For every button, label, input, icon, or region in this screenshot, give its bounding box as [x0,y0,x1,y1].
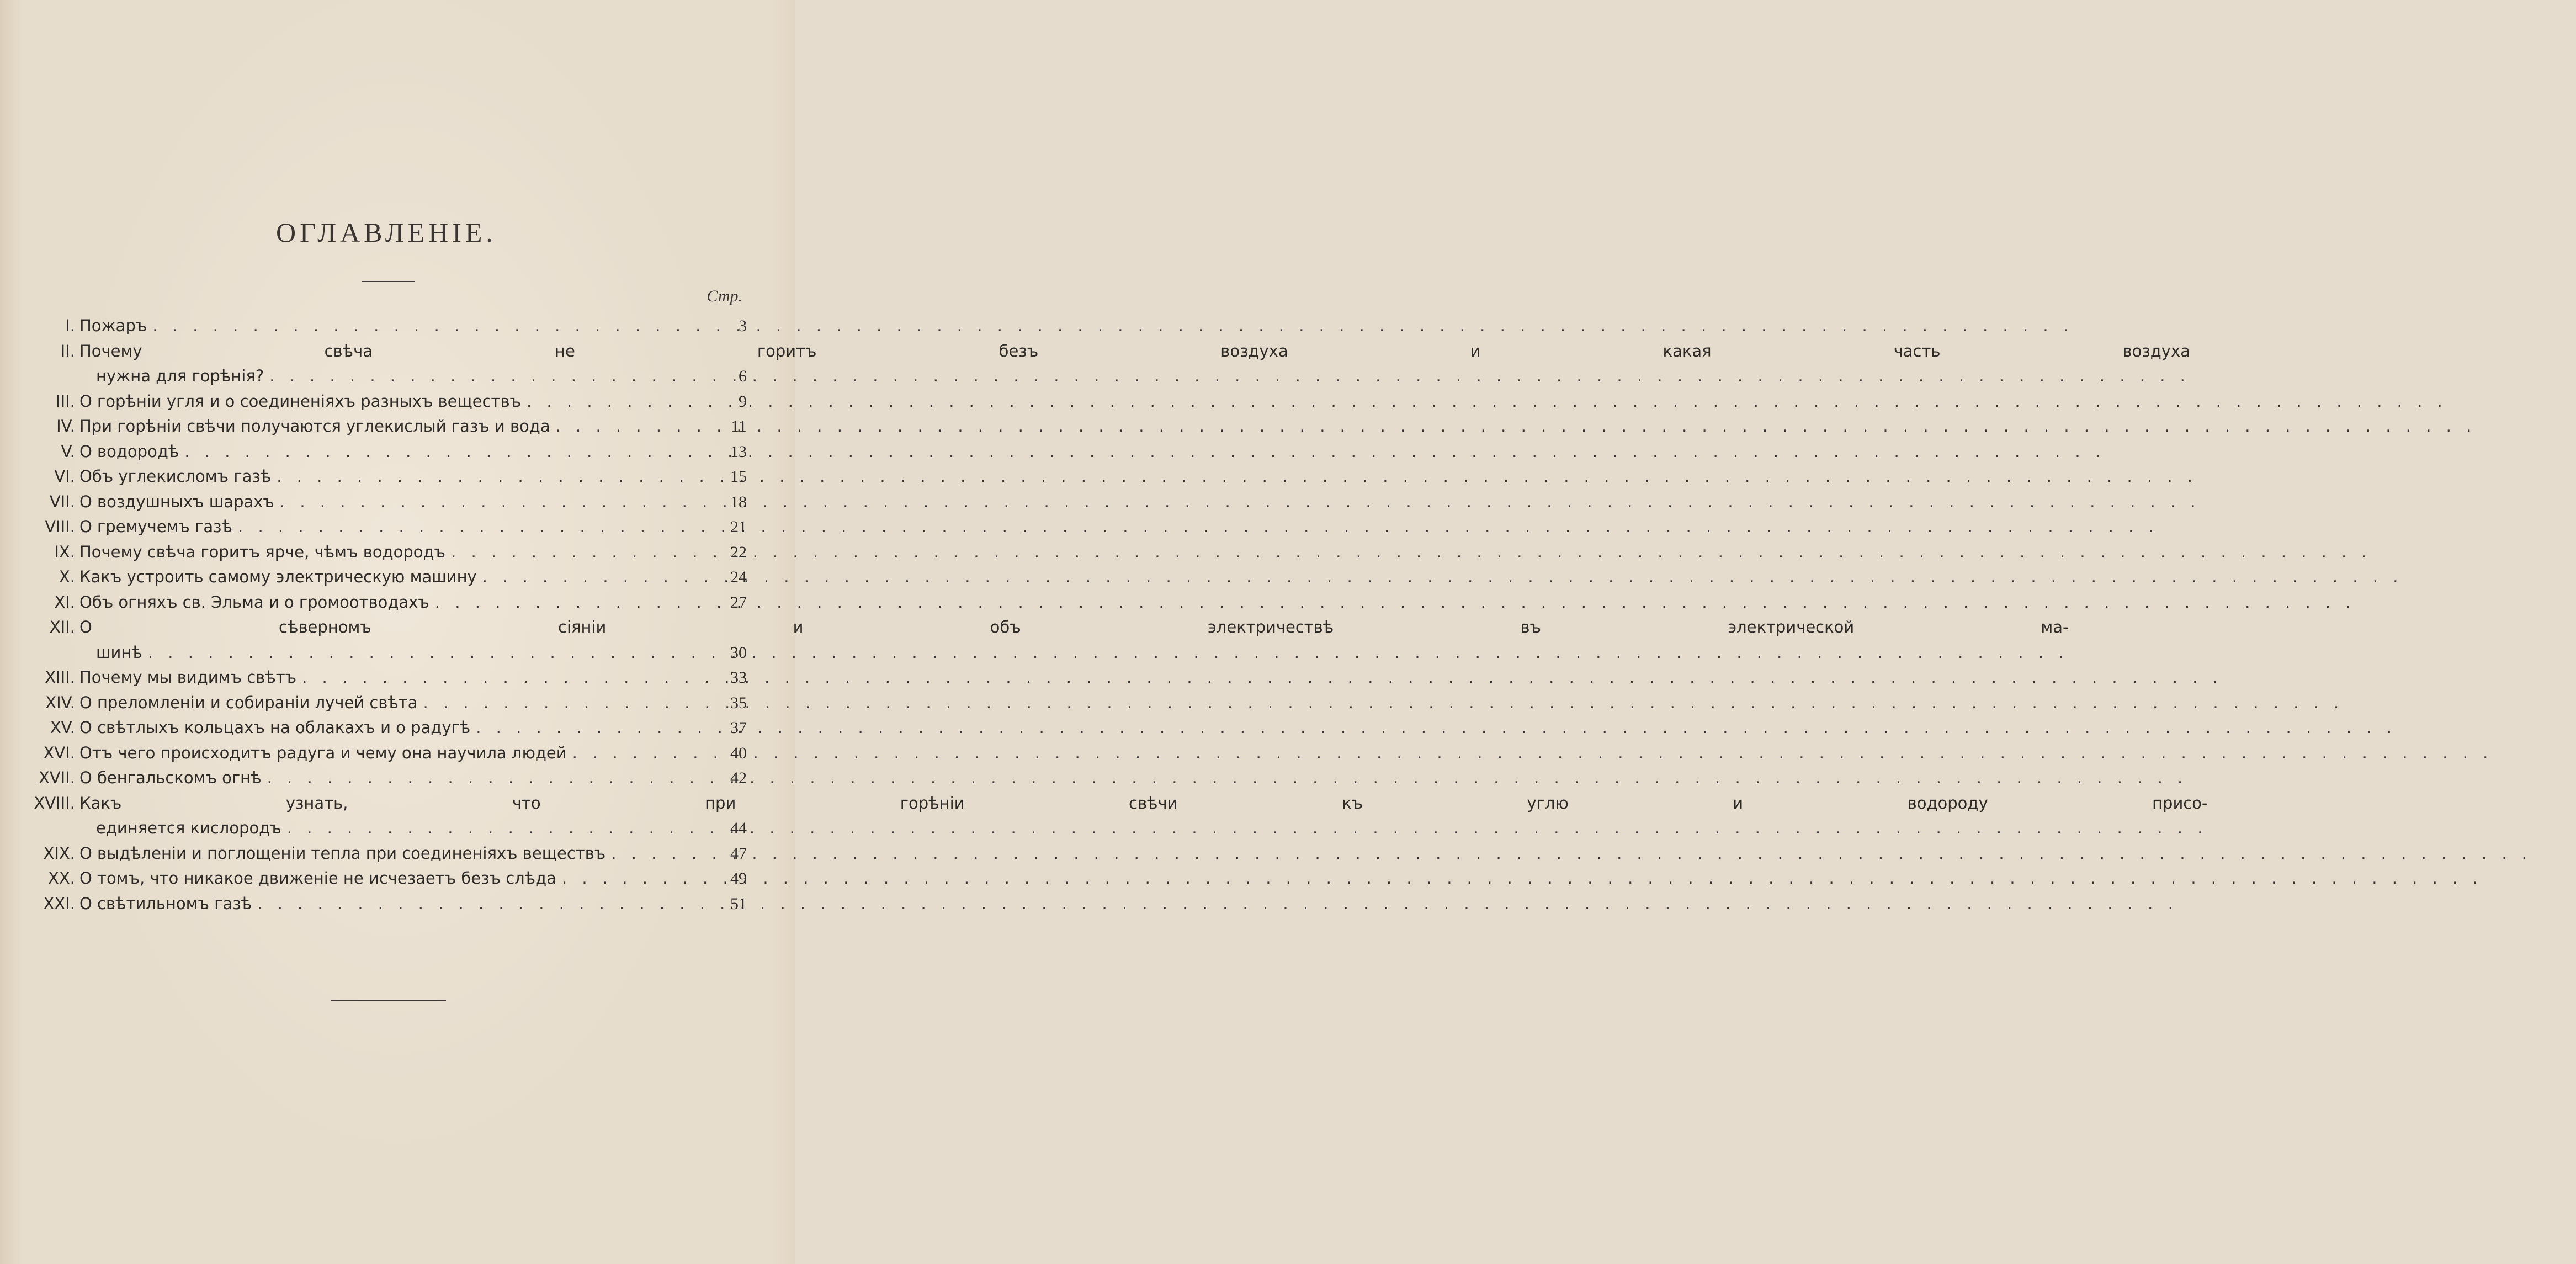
page-number: 42 [730,769,747,787]
dot-leader [277,464,2197,490]
toc-entry [32,741,747,766]
chapter-number: XIV. [45,693,75,712]
dot-leader [476,715,2397,741]
toc-entry [32,891,747,917]
chapter-title-line [79,615,2069,640]
dot-leader [280,490,2201,515]
toc-entry [32,540,747,565]
page-number: 18 [730,492,747,511]
chapter-title [79,339,2234,389]
chapter-number: XVIII. [34,793,75,812]
chapter-title-line [79,640,2069,666]
chapter-title-line [79,364,2190,389]
chapter-title [79,314,2117,339]
chapter-title-line [79,439,2105,465]
page-number: 13 [730,442,747,461]
chapter-title-line [79,841,2532,867]
dot-leader [572,741,2493,766]
chapter-title-line [79,414,2476,439]
chapter-title-line [79,665,2223,691]
toc-entry [32,715,747,741]
page-column-label: Стр. [707,287,742,305]
chapter-title-text: О водородѣ [79,442,179,461]
chapter-number: V. [61,442,75,461]
chapter-title [79,389,2492,415]
title-divider [362,281,415,282]
page-title: ОГЛАВЛЕНІЕ. [276,217,497,248]
chapter-number: III. [56,391,75,411]
chapter-title-line [79,490,2201,515]
chapter-title-line [79,791,2207,816]
chapter-title-text: Какъ узнать, что при горѣніи свѣчи къ углю и водороду присо- [79,793,2208,812]
dot-leader [269,364,2190,389]
page-number: 51 [730,894,747,913]
chapter-title [79,766,2232,791]
chapter-title-text: Отъ чего происходитъ радуга и чему она научила людей [79,743,567,762]
chapter-title [79,565,2447,590]
page-number: 49 [730,869,747,888]
toc-entry [32,866,747,891]
chapter-title [79,841,2576,867]
dot-leader [287,816,2208,841]
page-number: 11 [731,417,747,436]
chapter-number: VI. [54,467,75,486]
table-of-contents [32,314,2208,916]
chapter-title-line [79,339,2190,364]
chapter-number: XIII. [45,668,75,687]
chapter-title-text: Объ огняхъ св. Эльма и о громоотводахъ [79,592,429,612]
page-number: 40 [730,743,747,762]
chapter-title [79,490,2245,515]
chapter-number: XVII. [38,768,75,787]
chapter-number: XXI. [43,894,75,913]
chapter-title-text: О гремучемъ газѣ [79,517,233,536]
toc-entry [32,615,2069,665]
dot-leader [148,640,2069,666]
toc-entry [32,514,747,540]
page-number: 9 [739,392,747,411]
chapter-title-text: Почему свѣча не горитъ безъ воздуха и какая часть воздуха [79,341,2190,360]
chapter-title-text: О воздушныхъ шарахъ [79,492,274,511]
page-number: 3 [739,317,747,335]
chapter-title-text: О горѣніи угля и о соединеніяхъ разныхъ веществъ [79,391,522,411]
dot-leader [556,414,2477,439]
chapter-title [79,715,2441,741]
toc-entry [32,590,747,615]
chapter-title-line [79,540,2372,565]
dot-leader [302,665,2223,691]
page-number: 47 [730,844,747,863]
toc-entry [32,490,747,515]
chapter-number: X. [59,567,75,586]
chapter-title-line [79,389,2447,415]
chapter-number: XVI. [43,743,75,762]
page-number: 27 [730,593,747,612]
page-number: 35 [730,693,747,712]
dot-leader [611,841,2532,867]
chapter-number: VII. [49,492,75,511]
chapter-number: XII. [49,618,75,636]
chapter-title-line [79,715,2397,741]
dot-leader [527,389,2447,415]
chapter-title-text: О сѣверномъ сіяніи и объ электричествѣ въ электрической ма- [79,618,2069,636]
chapter-title [79,464,2242,490]
page-number: 24 [730,568,747,586]
chapter-number: XX. [48,869,75,888]
chapter-title [79,615,2113,665]
chapter-title-line [79,891,2178,917]
chapter-title-text: О томъ, что никакое движеніе не исчезаетъ безъ слѣда [79,869,556,888]
chapter-title-line [79,565,2403,590]
chapter-title [79,791,2251,841]
chapter-title [79,891,2222,917]
chapter-title-text: О свѣтлыхъ кольцахъ на облакахъ и о радугѣ [79,718,471,737]
chapter-number: I. [65,316,75,335]
chapter-number: VIII. [45,517,75,536]
chapter-title-text: О преломленіи и собираніи лучей свѣта [79,693,418,712]
chapter-title [79,540,2416,565]
page-number: 44 [730,819,747,837]
page-number: 15 [730,468,747,486]
toc-entry [32,439,747,465]
dot-leader [482,565,2403,590]
chapter-title-text: О свѣтильномъ газѣ [79,894,252,913]
toc-entry [32,841,747,867]
page-number: 30 [730,643,747,662]
chapter-title-text: При горѣніи свѣчи получаются углекислый газъ и вода [79,417,550,436]
dot-leader [152,314,2073,339]
dot-leader [238,514,2159,540]
chapter-title-text: Объ углекисломъ газѣ [79,467,272,486]
chapter-number: IX. [54,542,75,561]
toc-entry [32,665,747,691]
chapter-title-line [79,691,2344,716]
chapter-title-text: шинѣ [96,642,142,662]
page-number: 6 [739,367,747,385]
toc-entry [32,389,747,415]
chapter-title [79,691,2388,716]
chapter-title [79,665,2267,691]
chapter-title [79,514,2203,540]
chapter-title-line [79,816,2207,841]
chapter-title-line [79,741,2493,766]
dot-leader [184,439,2105,465]
chapter-title-text: О бенгальскомъ огнѣ [79,768,262,787]
toc-entry [32,691,747,716]
chapter-title-line [79,766,2187,791]
chapter-number: XV. [50,718,75,737]
toc-entry [32,464,747,490]
toc-entry [32,339,2190,389]
page-number: 33 [730,668,747,687]
chapter-number: XI. [54,592,75,612]
chapter-title-line [79,464,2197,490]
toc-entry [32,414,747,439]
bottom-divider [331,1000,446,1001]
page-number: 37 [730,719,747,737]
chapter-title-text: О выдѣленіи и поглощеніи тепла при соединеніяхъ веществъ [79,843,606,863]
chapter-title [79,439,2149,465]
chapter-title [79,866,2527,891]
chapter-title-text: Какъ устроить самому электрическую машину [79,567,477,586]
chapter-title [79,590,2400,615]
toc-entry [32,314,747,339]
chapter-number: II. [60,341,75,360]
chapter-title-line [79,514,2159,540]
toc-entry [32,791,2208,841]
chapter-number: XIX. [43,843,75,863]
chapter-title-line [79,590,2356,615]
toc-entry [32,766,747,791]
dot-leader [562,866,2483,891]
chapter-title-line [79,314,2073,339]
chapter-title-text: нужна для горѣнія? [96,367,264,385]
dot-leader [267,766,2188,791]
page-number: 21 [730,518,747,536]
chapter-title [79,741,2537,766]
chapter-title-text: Почему свѣча горитъ ярче, чѣмъ водородъ [79,542,446,561]
toc-entry [32,565,747,590]
chapter-title-text: Пожаръ [79,316,147,335]
chapter-number: IV. [56,417,75,436]
chapter-title [79,414,2520,439]
page-number: 22 [730,543,747,561]
chapter-title-text: Почему мы видимъ свѣтъ [79,668,297,687]
chapter-title-text: единяется кислородъ [96,819,281,837]
dot-leader [257,891,2178,917]
chapter-title-line [79,866,2483,891]
